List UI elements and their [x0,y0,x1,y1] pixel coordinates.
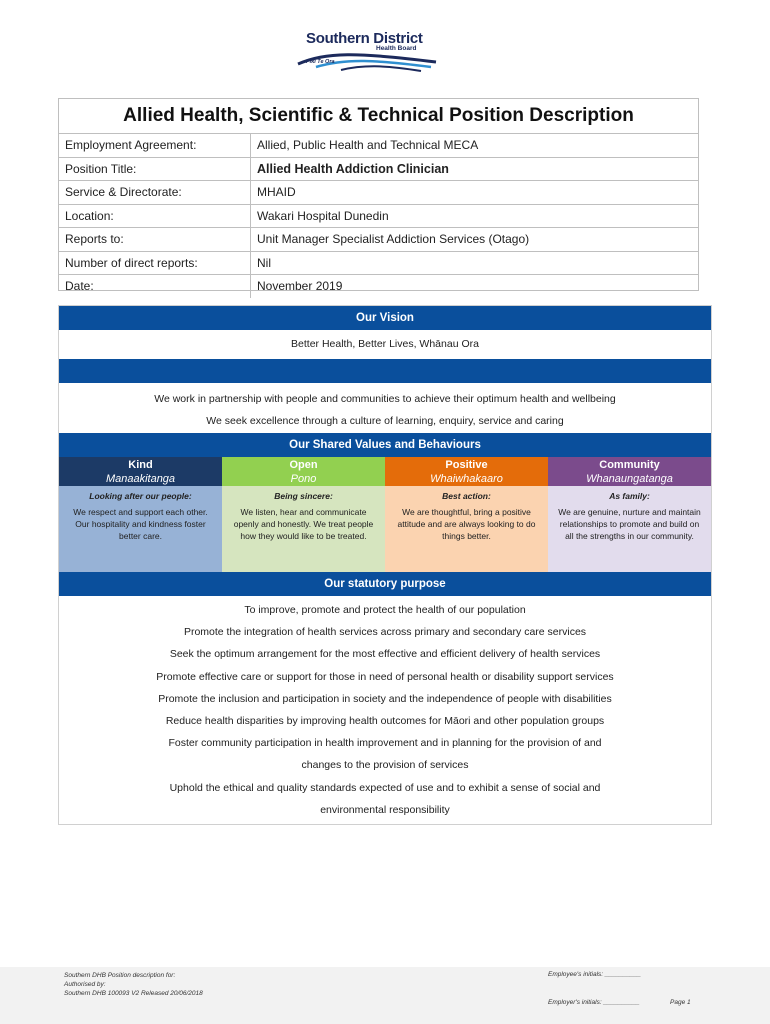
vision-values-section [58,305,712,825]
page-footer [0,967,770,1024]
value-body [59,486,222,572]
position-summary-table [58,98,699,291]
statutory-line: Promote the integration of health services across primary and secondary care services [183,626,587,639]
value-name: Open [289,459,318,471]
footer-line: Southern DHB Position description for: [64,972,176,979]
info-value: Allied Health Addiction Clinician [257,161,449,176]
value-maori: Manaakitanga [105,473,176,485]
statutory-line: To improve, promote and protect the health of our population [244,604,526,616]
footer-line: Authorised by: [64,981,106,988]
info-row [59,181,698,205]
value-name: Community [599,459,660,471]
value-column-positive [385,457,548,572]
document-title: Allied Health, Scientific & Technical Position Description [59,99,698,134]
value-body [222,486,385,572]
mission-block [59,383,711,433]
info-label: Number of direct reports: [59,252,251,275]
info-row [59,134,698,158]
value-subtitle: Best action: [442,491,491,501]
value-maori: Whaiwhakaaro [430,473,503,485]
statutory-line: Reduce health disparities by improving health outcomes for Māori and other population groups [165,715,605,728]
value-name: Positive [445,459,488,471]
value-body [385,486,548,572]
info-row [59,252,698,276]
statutory-line: environmental responsibility [320,803,450,816]
info-label: Position Title: [59,158,251,181]
value-body [548,486,711,572]
statutory-line: Promote effective care or support for those in need of personal health or disability support services [156,670,614,683]
info-row [59,158,698,182]
value-subtitle: Being sincere: [274,491,333,501]
employee-initials: Employee's initials: __________ [548,971,642,978]
value-text: We are genuine, nurture and maintain relationships to promote and build on all the strengths in our community. [558,507,701,541]
value-text: We listen, hear and communicate openly and honestly. We treat people how they would like to be treated. [233,507,374,541]
vision-text: Better Health, Better Lives, Whānau Ora [291,338,479,350]
value-header [222,457,385,486]
value-subtitle: Looking after our people: [89,491,192,501]
statutory-line: Promote the inclusion and participation in society and the independence of people with disabilities [158,692,612,705]
value-text: We are thoughtful, bring a positive attitude and are always looking to do things better. [397,507,536,541]
value-column-kind [59,457,222,572]
southern-dhb-logo [296,30,441,72]
page-number: Page 1 [670,999,691,1006]
info-row [59,275,698,298]
values-heading: Our Shared Values and Behaviours [59,433,711,457]
value-text: We respect and support each other. Our hospitality and kindness foster better care. [73,507,208,541]
value-header [385,457,548,486]
value-subtitle: As family: [609,491,650,501]
mission-line: We seek excellence through a culture of learning, enquiry, service and caring [206,415,564,427]
info-label: Service & Directorate: [59,181,251,204]
employer-initials: Employer's initials: __________ [548,999,640,1006]
info-value: November 2019 [257,279,343,293]
value-maori: Pono [290,473,317,485]
value-column-open [222,457,385,572]
statutory-line: Seek the optimum arrangement for the most effective and efficient delivery of health services [169,648,601,661]
info-value: Nil [257,255,271,270]
statutory-line: Foster community participation in health improvement and in planning for the provision of and [168,737,602,750]
info-value: Unit Manager Specialist Addiction Services (Otago) [257,232,530,246]
value-column-community [548,457,711,572]
info-value: Wakari Hospital Dunedin [257,208,389,223]
mission-line: We work in partnership with people and communities to achieve their optimum health and wellbeing [154,393,616,405]
value-header [548,457,711,486]
info-value: MHAID [257,185,296,199]
logo-tagline: Piki Te Ora [306,59,335,65]
logo-board: Health Board [376,45,417,52]
info-label: Location: [59,205,251,228]
logo-name: Southern District [306,30,423,47]
footer-left [64,971,203,998]
statutory-heading: Our statutory purpose [59,572,711,596]
footer-line: Southern DHB 100093 V2 Released 20/06/2018 [64,990,203,997]
values-grid [59,457,711,572]
statutory-line: changes to the provision of services [301,759,469,772]
info-label: Employment Agreement: [59,134,251,157]
value-maori: Whanaungatanga [586,473,673,485]
info-value: Allied, Public Health and Technical MECA [257,138,479,152]
value-header [59,457,222,486]
info-row [59,228,698,252]
vision-heading: Our Vision [59,306,711,330]
info-label: Reports to: [59,228,251,251]
statutory-list [59,596,711,821]
statutory-line: Uphold the ethical and quality standards expected of use and to exhibit a sense of social and [169,781,601,794]
value-name: Kind [128,459,153,471]
info-label: Date: [59,275,251,298]
blank-bar [59,359,711,383]
info-row [59,205,698,229]
